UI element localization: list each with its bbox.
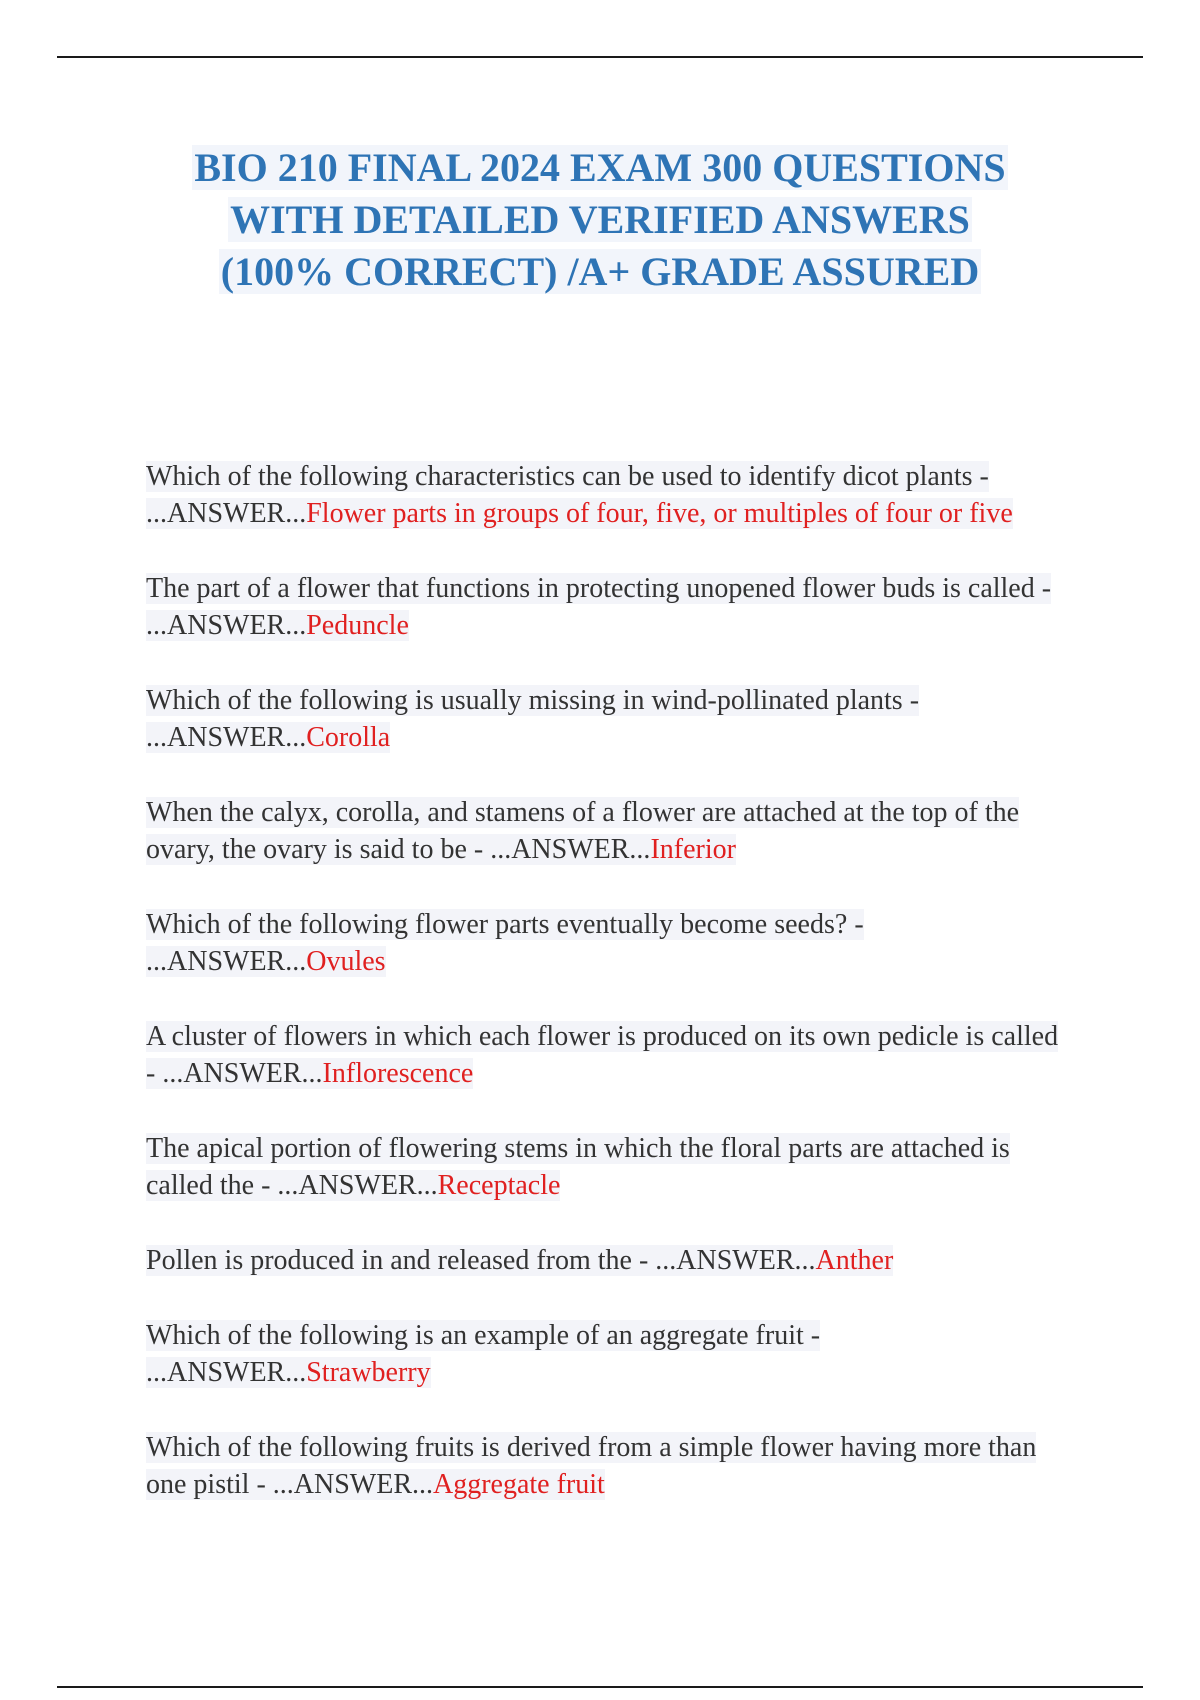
answer-text: Inflorescence bbox=[322, 1058, 474, 1089]
answer-text: Anther bbox=[815, 1245, 894, 1276]
answer-text: Ovules bbox=[306, 946, 386, 977]
title-line-1: BIO 210 FINAL 2024 EXAM 300 QUESTIONS bbox=[194, 145, 1006, 190]
answer-marker: - ...ANSWER... bbox=[146, 1320, 821, 1388]
question-answer-list bbox=[146, 458, 1066, 1541]
bottom-rule bbox=[57, 1686, 1143, 1688]
qa-item-7 bbox=[146, 1130, 1066, 1204]
qa-item-3 bbox=[146, 682, 1066, 756]
qa-item-9 bbox=[146, 1317, 1066, 1391]
answer-marker: - ...ANSWER... bbox=[146, 1058, 323, 1089]
title-line-3: (100% CORRECT) /A+ GRADE ASSURED bbox=[220, 249, 980, 294]
answer-text: Aggregate fruit bbox=[433, 1469, 605, 1500]
answer-text: Receptacle bbox=[437, 1170, 561, 1201]
question-text: Which of the following fruits is derived from a simple flower having more than one pistil bbox=[146, 1432, 1037, 1500]
answer-marker: - ...ANSWER... bbox=[249, 1469, 433, 1500]
answer-marker: - ...ANSWER... bbox=[466, 834, 651, 865]
question-text: The apical portion of flowering stems in which the floral parts are attached is called the bbox=[146, 1133, 1010, 1201]
qa-item-10 bbox=[146, 1429, 1066, 1503]
answer-marker: - ...ANSWER... bbox=[254, 1170, 438, 1201]
answer-text: Peduncle bbox=[306, 610, 409, 641]
qa-item-1 bbox=[146, 458, 1066, 532]
answer-marker: - ...ANSWER... bbox=[146, 909, 864, 977]
answer-marker: - ...ANSWER... bbox=[146, 461, 989, 529]
answer-text: Strawberry bbox=[306, 1357, 431, 1388]
top-rule bbox=[57, 56, 1143, 58]
question-text: Which of the following is usually missing in wind-pollinated plants bbox=[146, 685, 903, 716]
answer-text: Flower parts in groups of four, five, or multiples of four or five bbox=[306, 498, 1013, 529]
question-text: Pollen is produced in and released from the bbox=[146, 1245, 632, 1276]
question-text: Which of the following flower parts eventually become seeds? bbox=[146, 909, 848, 940]
question-text: A cluster of flowers in which each flower is produced on its own pedicle is called bbox=[146, 1021, 1059, 1052]
question-text: The part of a flower that functions in protecting unopened flower buds is called bbox=[146, 573, 1035, 604]
qa-item-8 bbox=[146, 1242, 1066, 1279]
answer-marker: - ...ANSWER... bbox=[146, 685, 920, 753]
answer-marker: - ...ANSWER... bbox=[146, 573, 1052, 641]
question-text: Which of the following characteristics can be used to identify dicot plants bbox=[146, 461, 973, 492]
answer-marker: - ...ANSWER... bbox=[631, 1245, 816, 1276]
title-line-2: WITH DETAILED VERIFIED ANSWERS bbox=[230, 197, 970, 242]
qa-item-4 bbox=[146, 794, 1066, 868]
qa-item-5 bbox=[146, 906, 1066, 980]
answer-text: Corolla bbox=[306, 722, 391, 753]
qa-item-2 bbox=[146, 570, 1066, 644]
document-title bbox=[100, 142, 1100, 298]
answer-text: Inferior bbox=[650, 834, 736, 865]
question-text: When the calyx, corolla, and stamens of a flower are attached at the top of the ovary, the ovary is said to be bbox=[146, 797, 1020, 865]
question-text: Which of the following is an example of an aggregate fruit bbox=[146, 1320, 804, 1351]
qa-item-6 bbox=[146, 1018, 1066, 1092]
